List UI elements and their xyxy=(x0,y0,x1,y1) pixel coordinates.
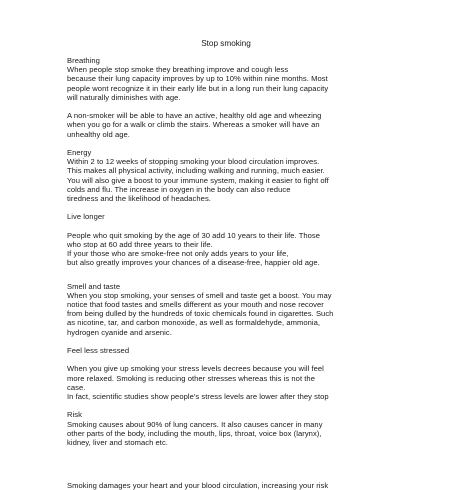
paragraph-line: This makes all physical activity, including walking and running, much easier. xyxy=(67,166,325,176)
document-body xyxy=(67,56,387,490)
paragraph-line: Smoking damages your heart and your blood circulation, increasing your risk xyxy=(67,481,329,490)
paragraph-line: People who quit smoking by the age of 30 add 10 years to their life. Those xyxy=(67,230,321,240)
section-closing xyxy=(67,481,387,490)
paragraph-line: colds and flu. The increase in oxygen in the body can also reduce xyxy=(67,184,291,194)
paragraph-line: When people stop smoke they breathing improve and cough less xyxy=(67,65,289,75)
section-risk xyxy=(67,410,387,447)
paragraph-line: Within 2 to 12 weeks of stopping smoking your blood circulation improves. xyxy=(67,157,320,167)
paragraph-spacer xyxy=(67,355,387,364)
paragraph-line: case. xyxy=(67,382,86,392)
paragraph-line: from being dulled by the hundreds of toxic chemicals found in cigarettes. Such xyxy=(67,309,334,319)
document-title: Stop smoking xyxy=(201,39,251,48)
paragraph-line: when you go for a walk or climb the stairs. Whereas a smoker will have an xyxy=(67,120,320,130)
paragraph-line: hydrogen cyanide and arsenic. xyxy=(67,327,172,337)
section-smell-taste xyxy=(67,282,387,337)
paragraph-line: people wont recognize it in their early life but in a long run their lung capacity xyxy=(67,83,329,93)
section-heading: Smell and taste xyxy=(67,281,121,291)
section-heading: Breathing xyxy=(67,56,100,65)
section-heading: Feel less stressed xyxy=(67,346,130,356)
paragraph-line: When you stop smoking, your senses of smell and taste get a boost. You may xyxy=(67,290,332,300)
section-stress xyxy=(67,346,387,401)
paragraph-line: will naturally diminishes with age. xyxy=(67,92,181,102)
paragraph-line: but also greatly improves your chances of a disease-free, happier old age. xyxy=(67,258,320,268)
paragraph-spacer xyxy=(67,447,387,481)
section-energy xyxy=(67,148,387,203)
section-heading: Live longer xyxy=(67,212,105,222)
section-nonsmoker xyxy=(67,111,387,139)
paragraph-spacer xyxy=(67,337,387,346)
paragraph-line: In fact, scientific studies show people's stress levels are lower after they stop xyxy=(67,392,329,402)
section-live-longer xyxy=(67,212,387,267)
section-breathing xyxy=(67,56,387,102)
paragraph-line: unhealthy old age. xyxy=(67,129,130,139)
paragraph-line: You will also give a boost to your immune system, making it easier to fight off xyxy=(67,175,329,185)
paragraph-line: kidney, liver and stomach etc. xyxy=(67,438,168,448)
paragraph-line: as nicotine, tar, and carbon monoxide, as well as formaldehyde, ammonia, xyxy=(67,318,321,328)
paragraph-line: If your those who are smoke-free not only adds years to your life, xyxy=(67,249,289,259)
paragraph-line: tiredness and the likelihood of headaches. xyxy=(67,194,211,204)
section-heading: Energy xyxy=(67,148,92,157)
section-heading: Risk xyxy=(67,410,82,420)
paragraph-line: other parts of the body, including the mouth, lips, throat, voice box (larynx), xyxy=(67,428,322,438)
paragraph-spacer xyxy=(67,139,387,148)
paragraph-spacer xyxy=(67,102,387,111)
paragraph-line: Smoking causes about 90% of lung cancers. It also causes cancer in many xyxy=(67,419,323,429)
paragraph-line: more relaxed. Smoking is reducing other stresses whereas this is not the xyxy=(67,373,315,383)
paragraph-line: notice that food tastes and smells different as your mouth and nose recover xyxy=(67,300,324,310)
paragraph-spacer xyxy=(67,268,387,282)
paragraph-spacer xyxy=(67,222,387,231)
paragraph-line: who stop at 60 add three years to their life. xyxy=(67,240,213,249)
paragraph-spacer xyxy=(67,401,387,410)
paragraph-line: because their lung capacity improves by up to 10% within nine months. Most xyxy=(67,74,328,84)
paragraph-line: When you give up smoking your stress levels decrees because you will feel xyxy=(67,364,324,374)
paragraph-spacer xyxy=(67,203,387,212)
paragraph-line: A non-smoker will be able to have an active, healthy old age and wheezing xyxy=(67,111,322,121)
